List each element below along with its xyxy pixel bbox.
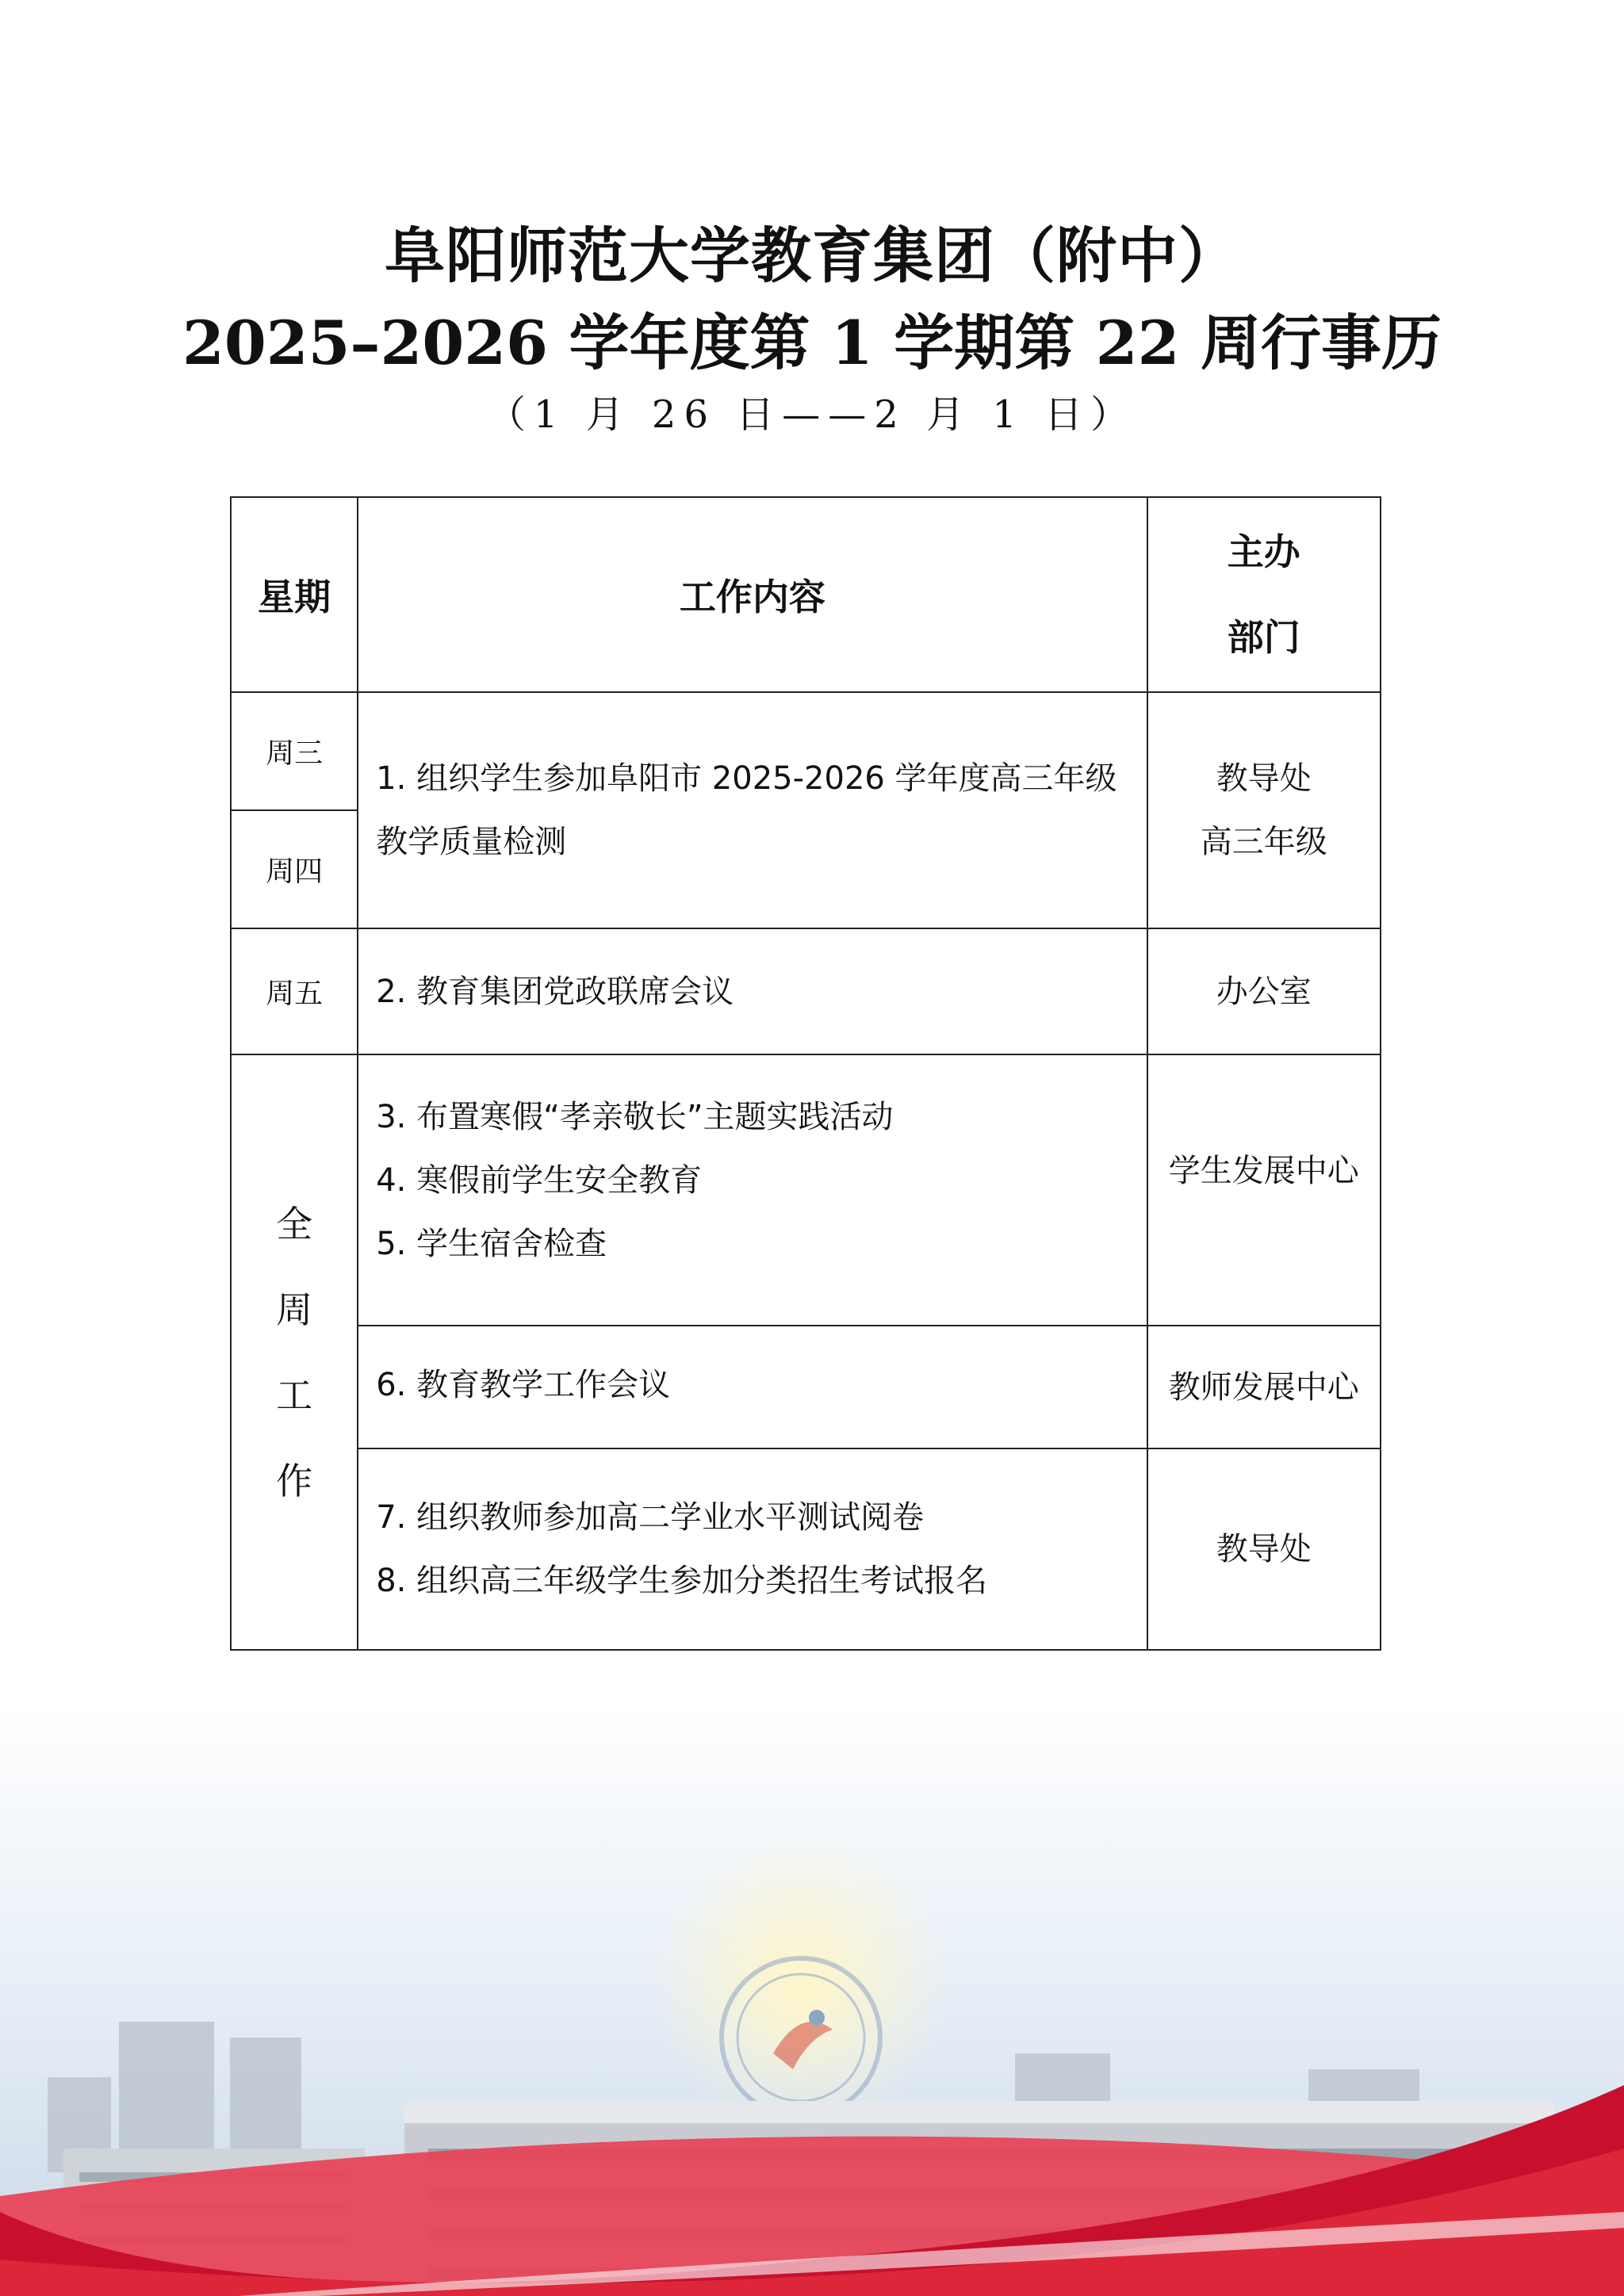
day-fri: 周五 [231, 928, 358, 1054]
week-char-1: 全 [276, 1202, 313, 1246]
day-thu: 周四 [231, 810, 358, 928]
day-wed: 周三 [231, 692, 358, 810]
dept-group-1 [1147, 692, 1381, 928]
dept-1-line2: 高三年级 [1200, 824, 1327, 860]
content-group-1 [358, 692, 1147, 928]
content-item-3: 3. 布置寒假“孝亲敬长”主题实践活动 [376, 1099, 894, 1135]
header-dept [1147, 497, 1381, 692]
schedule-table [230, 496, 1381, 1651]
table-row [231, 1448, 1381, 1650]
dept-group-4: 教师发展中心 [1147, 1326, 1381, 1448]
dept-group-5: 教导处 [1147, 1448, 1381, 1650]
campus-background-image [0, 1705, 1624, 2296]
content-item-4: 4. 寒假前学生安全教育 [376, 1162, 703, 1199]
date-range: （1 月 26 日——2 月 1 日） [487, 392, 1137, 437]
week-char-2: 周 [276, 1288, 313, 1331]
header-content: 工作内容 [358, 497, 1147, 692]
whole-week-label [231, 1054, 358, 1650]
content-group-3 [358, 1054, 1147, 1326]
header-dept-line1: 主办 [1227, 530, 1300, 573]
content-item-5: 5. 学生宿舍检查 [376, 1226, 607, 1262]
document-subtitle: 2025–2026 学年度第 1 学期第 22 周行事历 [182, 308, 1442, 378]
dept-group-3: 学生发展中心 [1147, 1054, 1381, 1326]
table-row [231, 1054, 1381, 1326]
table-row [231, 928, 1381, 1054]
table-header-row [231, 497, 1381, 692]
content-item-6: 6. 教育教学工作会议 [358, 1326, 1147, 1448]
header-day: 星期 [231, 497, 358, 692]
header-dept-line2: 部门 [1227, 616, 1300, 659]
content-item-2: 2. 教育集团党政联席会议 [358, 928, 1147, 1054]
content-item-1-line2: 教学质量检测 [376, 824, 567, 860]
content-group-5 [358, 1448, 1147, 1650]
week-char-4: 作 [276, 1459, 313, 1502]
table-row [231, 1326, 1381, 1448]
document-title: 阜阳师范大学教育集团（附中） [385, 220, 1239, 291]
week-char-3: 工 [276, 1373, 313, 1417]
table-row [231, 692, 1381, 810]
content-item-1-line1: 1. 组织学生参加阜阳市 2025-2026 学年度高三年级 [376, 760, 1117, 797]
dept-group-2: 办公室 [1147, 928, 1381, 1054]
content-item-7: 7. 组织教师参加高二学业水平测试阅卷 [376, 1499, 925, 1536]
dept-1-line1: 教导处 [1216, 760, 1312, 797]
content-item-8: 8. 组织高三年级学生参加分类招生考试报名 [376, 1563, 988, 1599]
